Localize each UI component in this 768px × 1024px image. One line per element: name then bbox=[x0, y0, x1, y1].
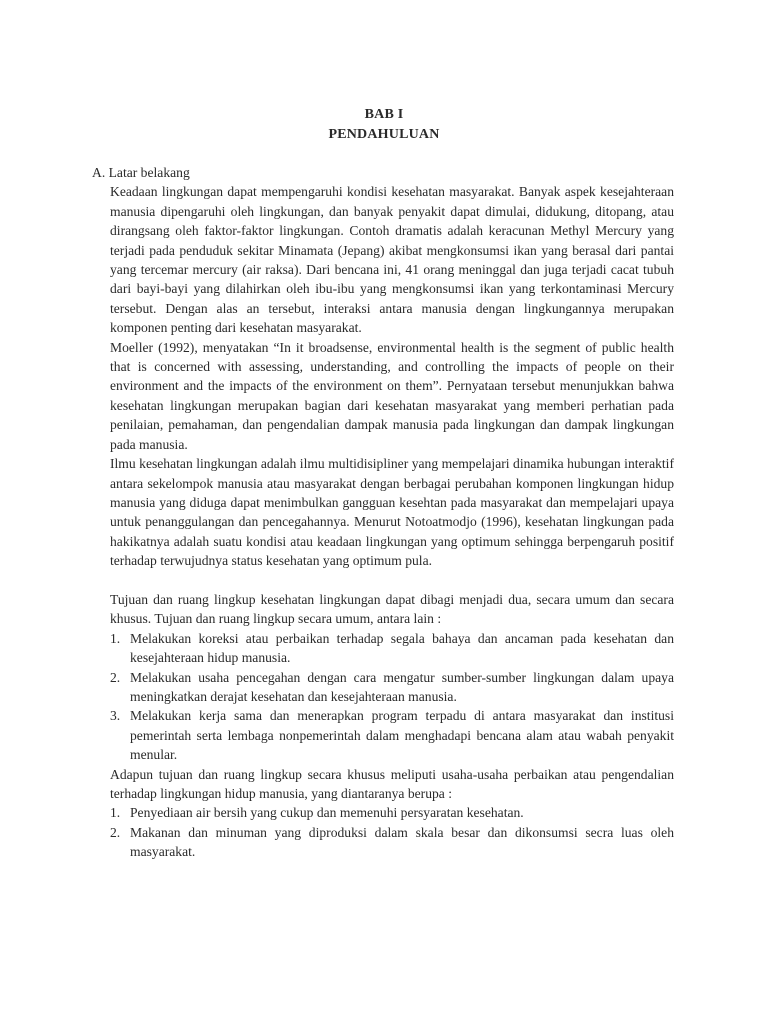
list-item bbox=[110, 823, 674, 862]
list-item-text: Penyediaan air bersih yang cukup dan memenuhi persyaratan kesehatan. bbox=[130, 805, 524, 821]
list-item-text: Melakukan kerja sama dan menerapkan program terpadu di antara masyarakat dan institusi pemerintah serta lembaga nonpemerintah dalam menghadapi bencana alam atau wabah penyakit menular. bbox=[130, 708, 674, 763]
document-body bbox=[92, 163, 674, 862]
paragraph-gap bbox=[92, 571, 674, 590]
list-item-text: Makanan dan minuman yang diproduksi dalam skala besar dan dikonsumsi secra luas oleh masyarakat. bbox=[130, 824, 674, 860]
paragraph-intro-3: Ilmu kesehatan lingkungan adalah ilmu multidisipliner yang mempelajari dinamika hubungan interaktif antara sekelompok manusia atau masyarakat dengan berbagai perubahan komponen lingkungan hidup manusia yang diduga dapat menimbulkan gangguan kesehtan pada masyarakat dan mempelajari upaya untuk penanggulangan dan pencegahannya. Menurut Notoatmodjo (1996), kesehatan lingkungan pada hakikatnya adalah suatu kondisi atau keadaan lingkungan yang optimum sehingga berpengaruh positif terhadap terwujudnya status kesehatan yang optimum pula. bbox=[110, 456, 674, 569]
list-item bbox=[110, 803, 674, 822]
list-item-number: 2. bbox=[110, 669, 121, 685]
list-item-number: 1. bbox=[110, 630, 121, 646]
paragraph-tujuan: Tujuan dan ruang lingkup kesehatan lingkungan dapat dibagi menjadi dua, secara umum dan secara khusus. Tujuan dan ruang lingkup secara umum, antara lain : bbox=[110, 591, 674, 627]
chapter-subtitle: PENDAHULUAN bbox=[328, 127, 440, 142]
list-tujuan-umum bbox=[110, 629, 674, 765]
list-item-number: 1. bbox=[110, 805, 121, 821]
list-item-number: 2. bbox=[110, 824, 121, 840]
list-item bbox=[110, 706, 674, 764]
chapter-title: BAB I bbox=[364, 107, 404, 122]
list-tujuan-khusus bbox=[110, 803, 674, 861]
paragraph-khusus: Adapun tujuan dan ruang lingkup secara khusus meliputi usaha-usaha perbaikan atau pengendalian terhadap lingkungan hidup manusia, yang diantaranya berupa : bbox=[110, 766, 674, 801]
paragraph-intro-2: Moeller (1992), menyatakan “In it broadsense, environmental health is the segment of public health that is concerned with assessing, understanding, and controlling the impacts of people on their environment and the impacts of the environment on them”. Pernyataan tersebut menunjukkan bahwa kesehatan lingkungan merupakan bagian dari kesehatan masyarakat yang memberi perhatian pada penilaian, pemahaman, dan pengendalian dampak manusia pada lingkungan dan dampak lingkungan pada manusia. bbox=[110, 339, 674, 452]
list-item-text: Melakukan koreksi atau perbaikan terhadap segala bahaya dan ancaman pada kesehatan dan kesejahteraan hidup manusia. bbox=[130, 630, 674, 666]
list-item-text: Melakukan usaha pencegahan dengan cara mengatur sumber-sumber lingkungan dalam upaya meningkatkan derajat kesehatan dan kesejahteraan manusia. bbox=[130, 669, 674, 704]
paragraph-intro-1: Keadaan lingkungan dapat mempengaruhi kondisi kesehatan masyarakat. Banyak aspek kesejahteraan manusia dipengaruhi oleh lingkungan, dan banyak penyakit dapat dimulai, didukung, ditopang, atau dirangsang oleh faktor-faktor lingkungan. Contoh dramatis adalah keracunan Methyl Mercury yang terjadi pada penduduk sekitar Minamata (Jepang) akibat mengkonsumsi ikan yang berasal dari pantai yang tercemar mercury (air raksa). Dari bencana ini, 41 orang meninggal dan juga terjadi cacat tubuh dari bayi-bayi yang dilahirkan oleh ibu-ibu yang mengkonsumsi ikan yang terkontaminasi Mercury tersebut. Dengan alas an tersebut, interaksi antara manusia dengan lingkungannya merupakan komponen penting dari kesehatan masyarakat. bbox=[110, 184, 674, 336]
list-item-number: 3. bbox=[110, 708, 121, 724]
section-heading: A. Latar belakang bbox=[92, 165, 190, 180]
list-item bbox=[110, 668, 674, 707]
list-item bbox=[110, 629, 674, 668]
